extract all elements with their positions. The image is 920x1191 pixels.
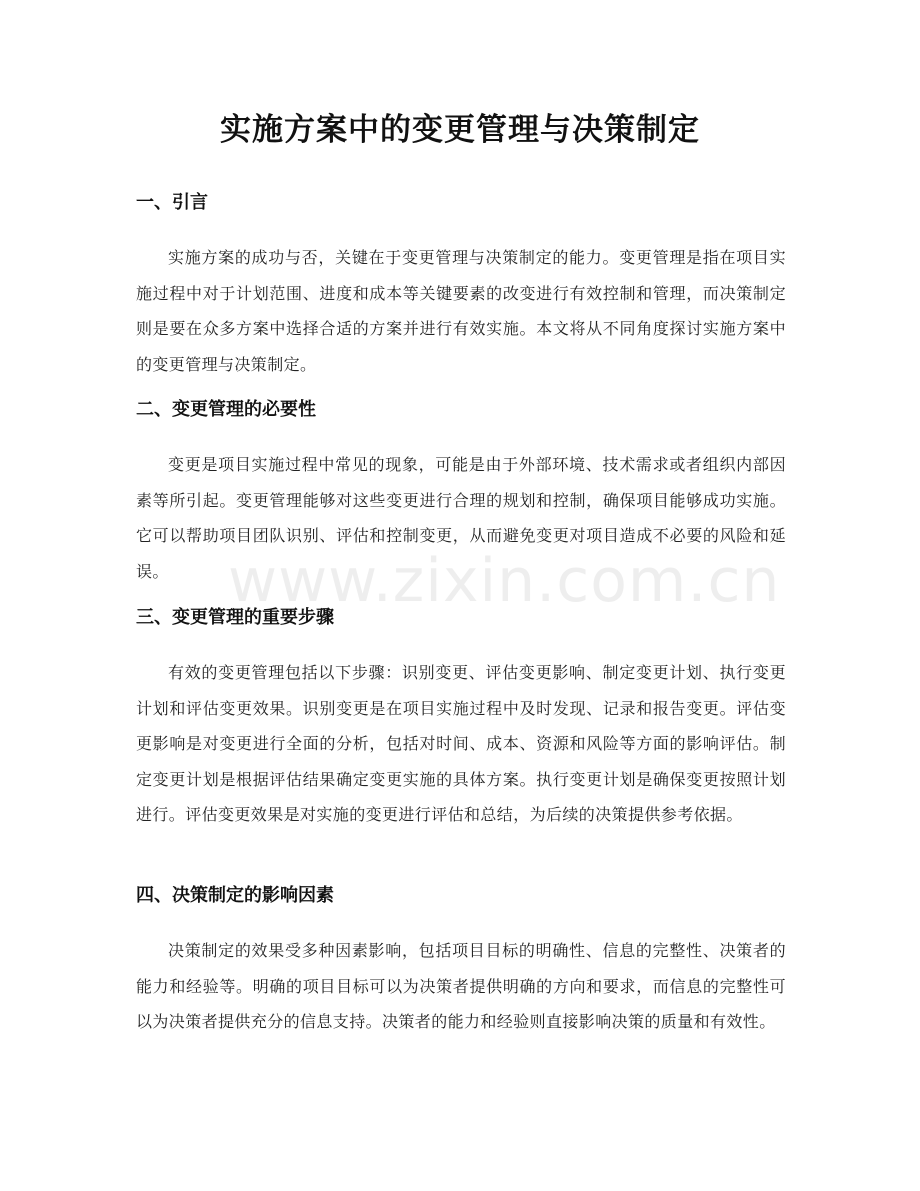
section-paragraph: 决策制定的效果受多种因素影响，包括项目目标的明确性、信息的完整性、决策者的能力和经验等。明确的项目目标可以为决策者提供明确的方向和要求，而信息的完整性可以为决策者提供充分的信息支持。决策者的能力和经验则直接影响决策的质量和有效性。: [136, 941, 786, 1032]
section-heading: 一、引言: [136, 192, 208, 213]
section-paragraph: 实施方案的成功与否，关键在于变更管理与决策制定的能力。变更管理是指在项目实施过程中对于计划范围、进度和成本等关键要素的改变进行有效控制和管理，而决策制定则是要在众多方案中选择合适的方案并进行有效实施。本文将从不同角度探讨实施方案中的变更管理与决策制定。: [136, 248, 786, 374]
section-paragraph: 有效的变更管理包括以下步骤：识别变更、评估变更影响、制定变更计划、执行变更计划和评估变更效果。识别变更是在项目实施过程中及时发现、记录和报告变更。评估变更影响是对变更进行全面的分析，包括对时间、成本、资源和风险等方面的影响评估。制定变更计划是根据评估结果确定变更实施的具体方案。执行变更计划是确保变更按照计划进行。评估变更效果是对实施的变更进行评估和总结，为后续的决策提供参考依据。: [136, 663, 786, 825]
section-necessity: [136, 397, 786, 589]
section-paragraph: 变更是项目实施过程中常见的现象，可能是由于外部环境、技术需求或者组织内部因素等所引起。变更管理能够对这些变更进行合理的规划和控制，确保项目能够成功实施。它可以帮助项目团队识别、评估和控制变更，从而避免变更对项目造成不必要的风险和延误。: [136, 455, 786, 581]
section-factors: [136, 883, 786, 1040]
section-heading: 三、变更管理的重要步骤: [136, 607, 334, 628]
section-steps: [136, 605, 786, 833]
section-introduction: [136, 190, 786, 382]
page-title: 实施方案中的变更管理与决策制定: [220, 112, 700, 148]
watermark: www.zixin.com.cn: [228, 546, 781, 616]
section-heading: 四、决策制定的影响因素: [136, 885, 334, 906]
section-heading: 二、变更管理的必要性: [136, 399, 316, 420]
